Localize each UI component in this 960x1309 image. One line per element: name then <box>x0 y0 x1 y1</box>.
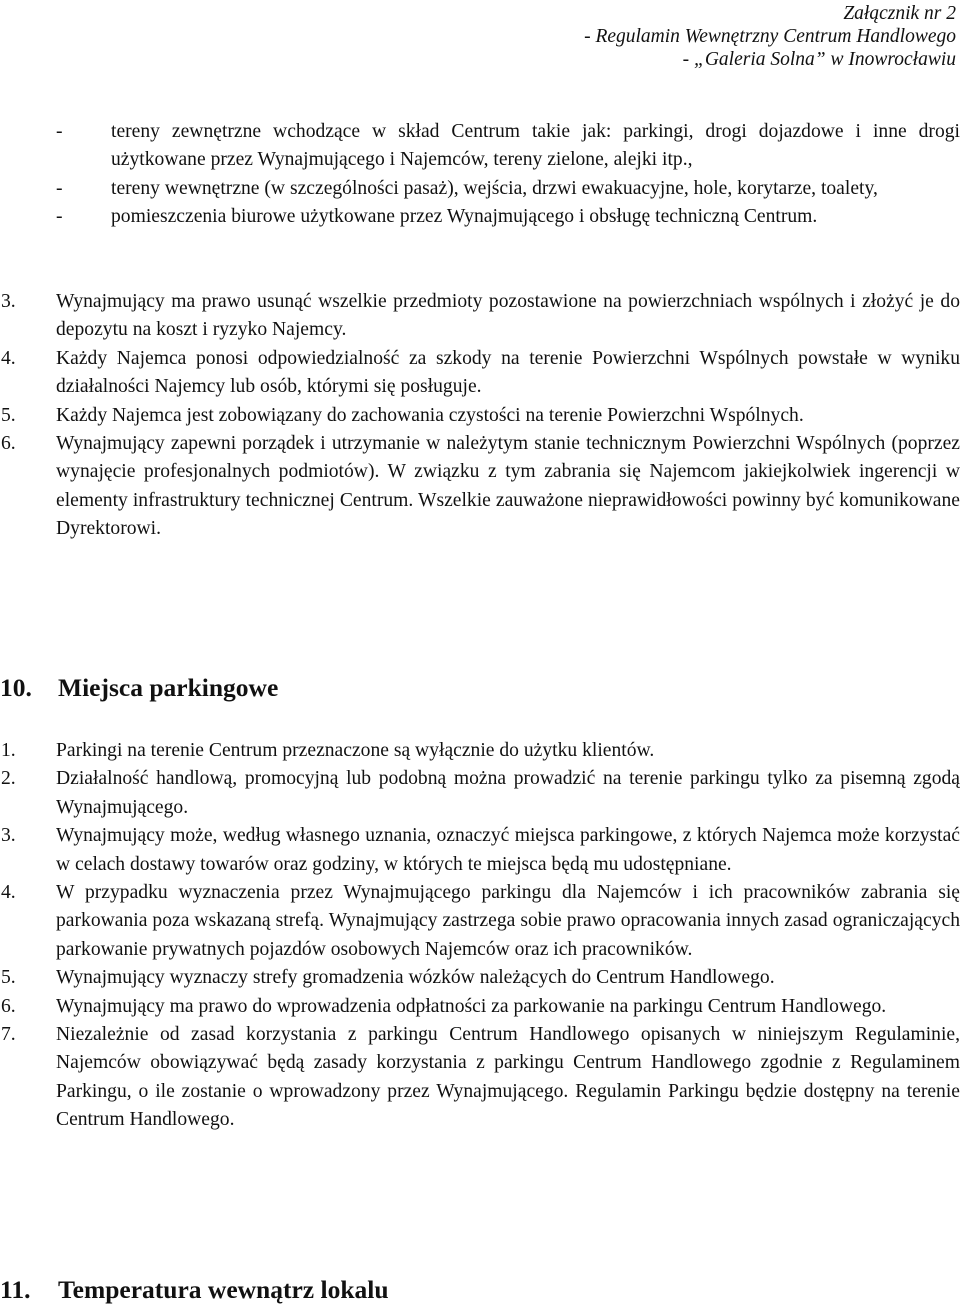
item-number: 2. <box>1 768 16 790</box>
common-areas-rules <box>0 288 960 544</box>
section-number: 11. <box>0 1275 31 1304</box>
section-title: Miejsca parkingowe <box>58 673 279 702</box>
numbered-item <box>0 964 960 992</box>
item-number: 3. <box>1 825 16 847</box>
list-item-text: tereny zewnętrzne wchodzące w skład Centrum takie jak: parkingi, drogi dojazdowe i inne drogi użytkowane przez Wynajmującego i Najemców, tereny zielone, alejki itp., <box>111 121 960 171</box>
numbered-item <box>0 765 960 822</box>
common-areas-list <box>0 118 960 232</box>
item-number: 7. <box>1 1024 16 1046</box>
item-text: Każdy Najemca jest zobowiązany do zachowania czystości na terenie Powierzchni Wspólnych. <box>56 404 804 426</box>
list-dash: - <box>56 206 63 228</box>
section-title: Temperatura wewnątrz lokalu <box>58 1275 389 1304</box>
item-text: Wynajmujący ma prawo do wprowadzenia odpłatności za parkowanie na parkingu Centrum Handlowego. <box>56 995 887 1017</box>
header-gallery-name: - „Galeria Solna” w Inowrocławiu <box>682 49 956 70</box>
list-item <box>0 175 960 203</box>
section-heading <box>0 673 278 703</box>
item-number: 4. <box>1 882 16 904</box>
item-number: 1. <box>1 740 16 761</box>
numbered-item <box>0 879 960 964</box>
list-dash: - <box>56 121 63 142</box>
item-number: 6. <box>1 433 16 455</box>
numbered-item <box>0 402 960 430</box>
list-item <box>0 118 960 175</box>
item-text: Działalność handlową, promocyjną lub podobną można prowadzić na terenie parkingu tylko za pisemną zgodą Wynajmującego. <box>56 768 960 818</box>
item-text: Wynajmujący wyznaczy strefy gromadzenia wózków należących do Centrum Handlowego. <box>56 967 775 989</box>
item-number: 5. <box>1 404 16 426</box>
item-text: W przypadku wyznaczenia przez Wynajmującego parkingu dla Najemców i ich pracowników zabrania się parkowania poza wskazaną strefą. Wynajmujący zastrzega sobie prawo opracowania innych zasad ograniczających parkowanie prywatnych pojazdów osobowych Najemców oraz ich pracowników. <box>56 882 960 960</box>
list-item-text: pomieszczenia biurowe użytkowane przez Wynajmującego i obsługę techniczną Centrum. <box>111 206 818 228</box>
numbered-item <box>0 345 960 402</box>
list-dash: - <box>56 177 63 199</box>
item-number: 6. <box>1 995 16 1017</box>
list-item <box>0 203 960 231</box>
parking-rules-list <box>0 737 960 1135</box>
section-heading <box>0 1275 389 1305</box>
item-text: Wynajmujący zapewni porządek i utrzymanie w należytym stanie technicznym Powierzchni Wspólnych (poprzez wynajęcie profesjonalnych podmiotów). W związku z tym zabrania się Najemcom jakiejkolwiek ingerencji w elementy infrastruktury technicznej Centrum. Wszelkie zauważone nieprawidłowości powinny być komunikowane Dyrektorowi. <box>56 433 960 540</box>
item-number: 5. <box>1 967 16 989</box>
numbered-item <box>0 288 960 345</box>
numbered-item <box>0 737 960 765</box>
item-text: Parkingi na terenie Centrum przeznaczone są wyłącznie do użytku klientów. <box>56 740 655 761</box>
section-number: 10. <box>0 673 32 702</box>
item-number: 4. <box>1 347 16 369</box>
numbered-item <box>0 430 960 544</box>
numbered-item <box>0 822 960 879</box>
numbered-item <box>0 1021 960 1135</box>
item-text: Wynajmujący ma prawo usunąć wszelkie przedmioty pozostawione na powierzchniach wspólnych i złożyć je do depozytu na koszt i ryzyko Najemcy. <box>56 291 960 341</box>
list-item-text: tereny wewnętrzne (w szczególności pasaż), wejścia, drzwi ewakuacyjne, hole, korytarze, toalety, <box>111 177 878 199</box>
document-header <box>584 2 956 71</box>
item-number: 3. <box>1 291 16 312</box>
item-text: Każdy Najemca ponosi odpowiedzialność za szkody na terenie Powierzchni Wspólnych powstałe w wyniku działalności Najemcy lub osób, którymi się posługuje. <box>56 347 960 398</box>
header-attachment-number: Załącznik nr 2 <box>843 3 956 24</box>
header-regulation-title: - Regulamin Wewnętrzny Centrum Handlowego <box>584 26 956 47</box>
item-text: Niezależnie od zasad korzystania z parkingu Centrum Handlowego opisanych w niniejszym Regulaminie, Najemców obowiązywać będą zasady korzystania z parkingu Centrum Handlowego zgodnie z Regulaminem Parkingu, o ile zostanie o wprowadzony przez Wynajmującego. Regulamin Parkingu będzie dostępny na terenie Centrum Handlowego. <box>56 1024 960 1131</box>
item-text: Wynajmujący może, według własnego uznania, oznaczyć miejsca parkingowe, z których Najemca może korzystać w celach dostawy towarów oraz godziny, w których te miejsca będą mu udostępniane. <box>56 825 960 875</box>
numbered-item <box>0 993 960 1021</box>
